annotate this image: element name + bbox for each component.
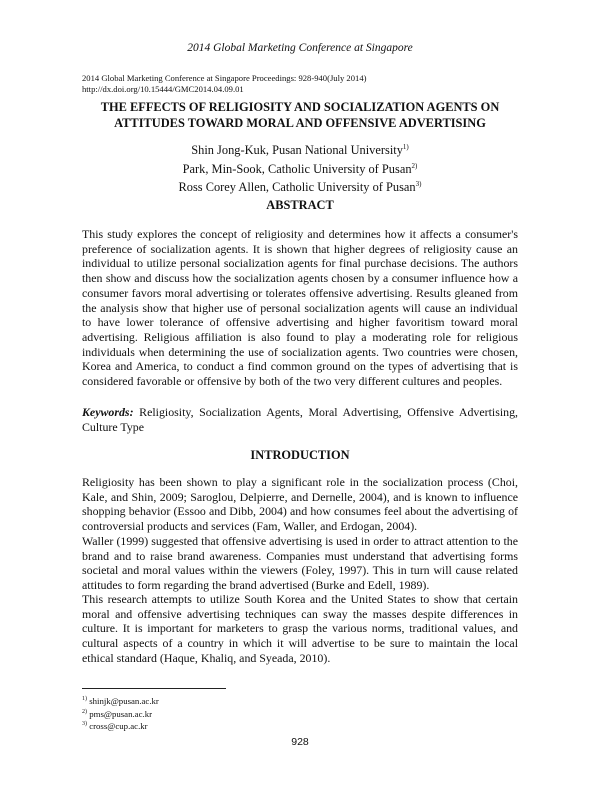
introduction-paragraph: Religiosity has been shown to play a significant role in the socialization process (Choi, Kale, and Shin, 2009; Saroglou, Delpierre, and Dernelle, 2004), and is known to influence shopping behavior (Essoo and Dibb, 2004) and how consumes feel about the advertising of controversial products and services (Fam, Waller, and Erdogan, 2004). bbox=[82, 475, 518, 534]
author-name: Park, Min-Sook, Catholic University of Pusan bbox=[182, 161, 412, 176]
author-line bbox=[0, 140, 600, 159]
author-footnote-mark: 1) bbox=[402, 143, 409, 151]
publication-info bbox=[82, 73, 366, 95]
footnote-mark: 2) bbox=[82, 708, 87, 715]
footnote-email[interactable]: shinjk@pusan.ac.kr bbox=[87, 695, 159, 706]
footnote-mark: 1) bbox=[82, 696, 87, 702]
footnotes bbox=[82, 694, 159, 732]
author-name: Shin Jong-Kuk, Pusan National University bbox=[191, 143, 403, 158]
footnote-divider bbox=[82, 688, 226, 689]
footnote bbox=[82, 719, 159, 732]
proceedings-citation: 2014 Global Marketing Conference at Singapore Proceedings: 928-940(July 2014) bbox=[82, 73, 367, 83]
running-head: 2014 Global Marketing Conference at Singapore bbox=[187, 42, 413, 54]
footnote-email[interactable]: pms@pusan.ac.kr bbox=[87, 708, 153, 719]
footnote-mark: 3) bbox=[82, 721, 87, 728]
page-number: 928 bbox=[291, 736, 309, 748]
abstract-heading: ABSTRACT bbox=[266, 198, 334, 212]
author-footnote-mark: 2) bbox=[411, 161, 418, 170]
author-line bbox=[0, 177, 600, 196]
doi-link[interactable]: http://dx.doi.org/10.15444/GMC2014.04.09.01 bbox=[82, 84, 244, 94]
author-line bbox=[0, 159, 600, 178]
footnote-email[interactable]: cross@cup.ac.kr bbox=[87, 720, 148, 731]
author-list bbox=[0, 140, 600, 196]
paper-title bbox=[60, 100, 540, 131]
footnote bbox=[82, 694, 159, 707]
keywords-text: Religiosity, Socialization Agents, Moral Advertising, Offensive Advertising, Culture Type bbox=[82, 405, 518, 434]
keywords bbox=[82, 405, 518, 434]
paper-title-line: THE EFFECTS OF RELIGIOSITY AND SOCIALIZATION AGENTS ON bbox=[100, 100, 500, 114]
abstract-body: This study explores the concept of religiosity and determines how it affects a consumer's preference of socialization agents. It is shown that higher degrees of religiosity cause an individual to utilize personal socialization agents for final purchase decisions. The authors then show and discuss how the socialization agents chosen by a consumer influence how a consumer favors moral advertising or tolerates offensive advertising. Results gleaned from the analysis show that higher use of personal socialization agents will cause an individual to have lower tolerance of offensive advertising and higher favoritism toward moral advertising. Religious affiliation is also found to play a moderating role for religious individuals when determining the use of socialization agents. Two countries were chosen, Korea and America, to conduct a find common ground on the types of advertising that is considered favorable or offensive by both of the two very different cultures and peoples. bbox=[82, 227, 518, 389]
footnote bbox=[82, 707, 159, 720]
author-name: Ross Corey Allen, Catholic University of Pusan bbox=[178, 180, 416, 195]
keywords-label: Keywords: bbox=[82, 405, 134, 419]
introduction-heading: INTRODUCTION bbox=[250, 448, 350, 462]
paper-title-line: ATTITUDES TOWARD MORAL AND OFFENSIVE ADVERTISING bbox=[114, 115, 486, 130]
introduction-paragraph: Waller (1999) suggested that offensive advertising is used in order to attract attention to the brand and to raise brand awareness. Companies must understand that advertising forms societal and moral values within the viewers (Foley, 1997). This in turn will cause related attitudes to form regarding the brand advertised (Burke and Edell, 1989). bbox=[82, 534, 518, 593]
author-footnote-mark: 3) bbox=[415, 180, 422, 189]
introduction-paragraph: This research attempts to utilize South Korea and the United States to show that certain moral and offensive advertising techniques can sway the masses despite differences in culture. It is important for marketers to grasp the various norms, traditional values, and cultural aspects of a country in which it will advertise to be sure to maintain the local ethical standard (Haque, Khaliq, and Syeada, 2010). bbox=[82, 592, 518, 665]
